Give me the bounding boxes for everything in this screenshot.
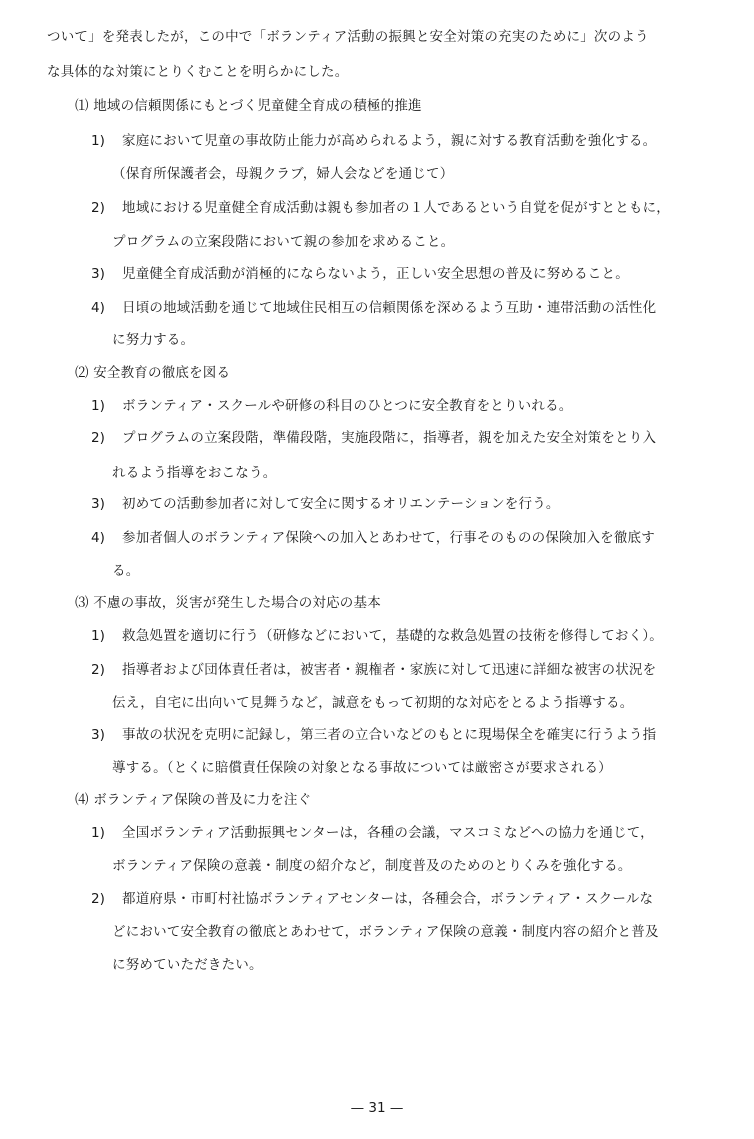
item-number: 3) <box>91 727 105 743</box>
intro-line-2: な具体的な対策にとりくむことを明らかにした。 <box>47 64 349 80</box>
item-line: プログラムの立案段階，準備段階，実施段階に，指導者，親を加えた安全対策をとり入 <box>122 430 657 446</box>
section-heading-4: ⑷ ボランティア保険の普及に力を注ぐ <box>75 792 312 808</box>
item-line: 日頃の地域活動を通じて地域住民相互の信頼関係を深めるよう互助・連帯活動の活性化 <box>122 300 657 316</box>
item-number: 1) <box>91 628 105 644</box>
item-number: 3) <box>91 496 105 512</box>
item-line: 地域における児童健全育成活動は親も参加者の１人であるという自覚を促がすとともに， <box>122 200 670 216</box>
item-line: 指導者および団体責任者は，被害者・親権者・家族に対して迅速に詳細な被害の状況を <box>122 662 657 678</box>
item-number: 2) <box>91 430 105 446</box>
page-number: — 31 — <box>350 1100 404 1116</box>
item-line: 救急処置を適切に行う（研修などにおいて，基礎的な救急処置の技術を修得しておく）。 <box>122 628 663 644</box>
item-line: ボランティア・スクールや研修の科目のひとつに安全教育をとりいれる。 <box>122 398 573 414</box>
item-line: 導する。（とくに賠償責任保険の対象となる事故については厳密さが要求される） <box>112 760 612 776</box>
item-number: 2) <box>91 662 105 678</box>
item-line: れるよう指導をおこなう。 <box>112 465 277 481</box>
item-line: 事故の状況を克明に記録し，第三者の立合いなどのもとに現場保全を確実に行うよう指 <box>122 727 657 743</box>
item-line: （保育所保護者会，母親クラブ，婦人会などを通じて） <box>112 166 454 182</box>
item-line: プログラムの立案段階において親の参加を求めること。 <box>112 234 455 250</box>
item-line: る。 <box>112 563 140 579</box>
section-heading-1: ⑴ 地域の信頼関係にもとづく児童健全育成の積極的推進 <box>75 98 422 114</box>
item-number: 2) <box>91 891 105 907</box>
item-line: 児童健全育成活動が消極的にならないよう，正しい安全思想の普及に努めること。 <box>122 266 629 282</box>
section-heading-3: ⑶ 不慮の事故，災害が発生した場合の対応の基本 <box>75 595 381 611</box>
item-number: 1) <box>91 398 105 414</box>
item-number: 1) <box>91 825 105 841</box>
item-line: に努めていただきたい。 <box>112 957 263 973</box>
item-line: 全国ボランティア活動振興センターは，各種の会議，マスコミなどへの協力を通じて， <box>122 825 654 841</box>
item-line: 都道府県・市町村社協ボランティアセンターは，各種会合，ボランティア・スクールな <box>122 891 654 907</box>
item-line: 家庭において児童の事故防止能力が高められるよう，親に対する教育活動を強化する。 <box>122 133 657 149</box>
item-line: どにおいて安全教育の徹底とあわせて，ボランティア保険の意義・制度内容の紹介と普及 <box>112 924 659 940</box>
item-number: 3) <box>91 266 105 282</box>
item-number: 1) <box>91 133 105 149</box>
intro-line-1: ついて」を発表したが，この中で「ボランティア活動の振興と安全対策の充実のために」次のよう <box>47 29 649 45</box>
item-line: に努力する。 <box>112 332 195 348</box>
item-line: 初めての活動参加者に対して安全に関するオリエンテーションを行う。 <box>122 496 560 512</box>
item-number: 4) <box>91 530 105 546</box>
section-heading-2: ⑵ 安全教育の徹底を図る <box>75 365 231 381</box>
item-line: 参加者個人のボランティア保険への加入とあわせて，行事そのものの保険加入を徹底す <box>122 530 655 546</box>
item-line: 伝え，自宅に出向いて見舞うなど，誠意をもって初期的な対応をとるよう指導する。 <box>112 695 634 711</box>
item-number: 4) <box>91 300 105 316</box>
item-line: ボランティア保険の意義・制度の紹介など，制度普及のためのとりくみを強化する。 <box>112 858 632 874</box>
item-number: 2) <box>91 200 105 216</box>
